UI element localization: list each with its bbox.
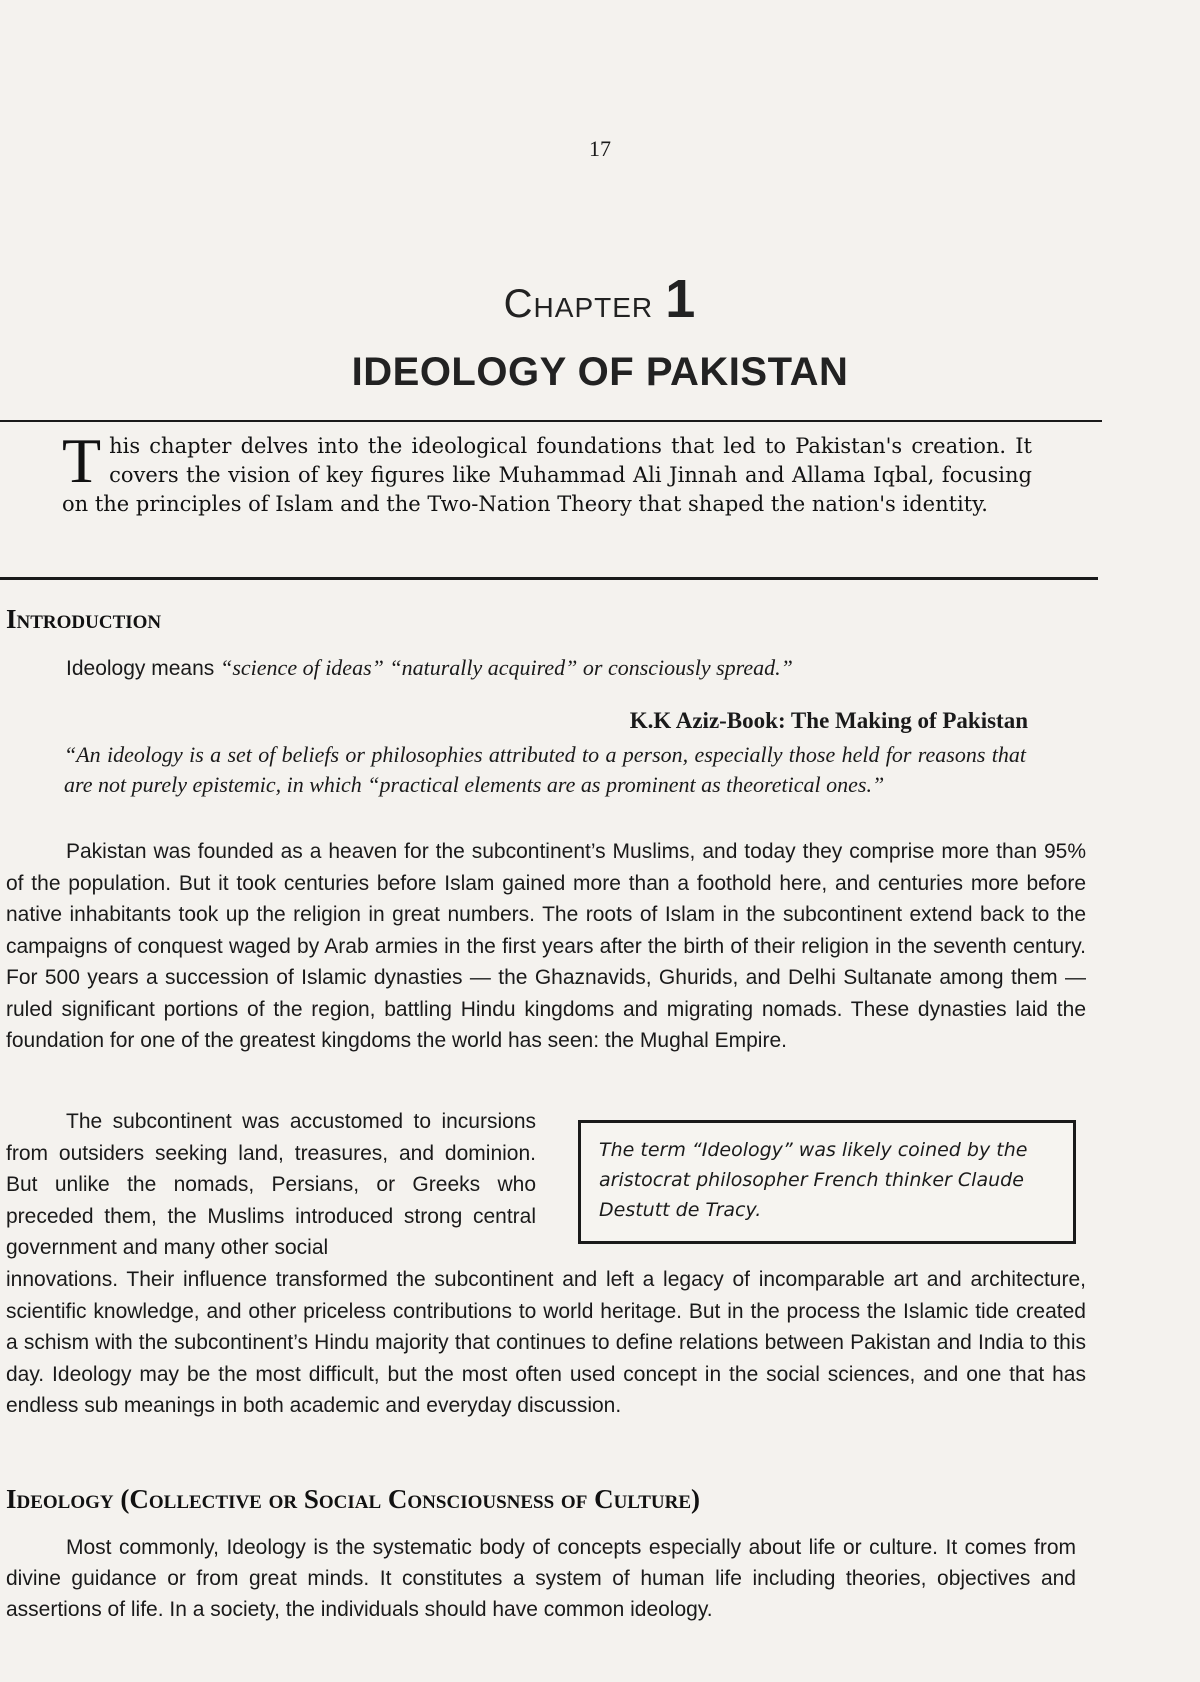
drop-cap: T (62, 425, 102, 496)
ideology-paragraph: Most commonly, Ideology is the systematic body of concepts especially about life or culture. It comes from divine guidance or from great minds. It constitutes a system of human life including theories, objectives and assertions of life. In a society, the individuals should have common ideology. (6, 1536, 1076, 1621)
definition-prefix: Ideology means (66, 657, 221, 680)
chapter-word: Chapter (503, 282, 654, 326)
ideology-heading: Ideology (Collective or Social Consciousness of Culture) (6, 1484, 700, 1514)
top-divider (0, 420, 1102, 422)
ideology-term-sidebox: The term “Ideology” was likely coined by the aristocrat philosopher French thinker Claude Destutt de Tracy. (578, 1120, 1076, 1244)
book-citation: K.K Aziz-Book: The Making of Pakistan (629, 708, 1028, 733)
page-number: 17 (589, 136, 611, 161)
definition-italic: “science of ideas” “naturally acquired” or consciously spread.” (220, 655, 793, 680)
intro-paragraph-2-start: The subcontinent was accustomed to incursions from outsiders seeking land, treasures, and dominion. But unlike the nomads, Persians, or Greeks who preceded them, the Muslims introduced strong central government and many other social (6, 1110, 536, 1259)
bottom-divider (0, 577, 1098, 580)
abstract-text: his chapter delves into the ideological foundations that led to Pakistan's creation. It covers the vision of key figures like Muhammad Ali Jinnah and Allama Iqbal, focusing on the principles of Islam and the Two-Nation Theory that shaped the nation's identity. (62, 434, 1032, 516)
ideology-quote: “An ideology is a set of beliefs or philosophies attributed to a person, especially those held for reasons that are not purely epistemic, in which “practical elements are as prominent as theoretical ones.” (64, 742, 1026, 797)
chapter-number: 1 (665, 269, 697, 329)
chapter-title: IDEOLOGY OF PAKISTAN (351, 350, 849, 394)
intro-paragraph-2-end: innovations. Their influence transformed the subcontinent and left a legacy of incomparable art and architecture, scientific knowledge, and other priceless contributions to world heritage. But in the process the Islamic tide created a schism with the subcontinent’s Hindu majority that continues to define relations between Pakistan and India to this day. Ideology may be the most difficult, but the most often used concept in the social sciences, and one that has endless sub meanings in both academic and everyday discussion. (6, 1268, 1086, 1417)
intro-paragraph-1: Pakistan was founded as a heaven for the subcontinent’s Muslims, and today they comprise more than 95% of the population. But it took centuries before Islam gained more than a foothold here, and centuries more before native inhabitants took up the religion in great numbers. The roots of Islam in the subcontinent extend back to the campaigns of conquest waged by Arab armies in the first years after the birth of their religion in the seventh century. For 500 years a succession of Islamic dynasties — the Ghaznavids, Ghurids, and Delhi Sultanate among them — ruled significant portions of the region, battling Hindu kingdoms and migrating nomads. These dynasties laid the foundation for one of the greatest kingdoms the world has seen: the Mughal Empire. (6, 840, 1086, 1052)
introduction-heading: Introduction (6, 604, 162, 634)
chapter-abstract (62, 425, 1032, 519)
chapter-label (0, 268, 1200, 330)
ideology-definition (66, 652, 1026, 685)
